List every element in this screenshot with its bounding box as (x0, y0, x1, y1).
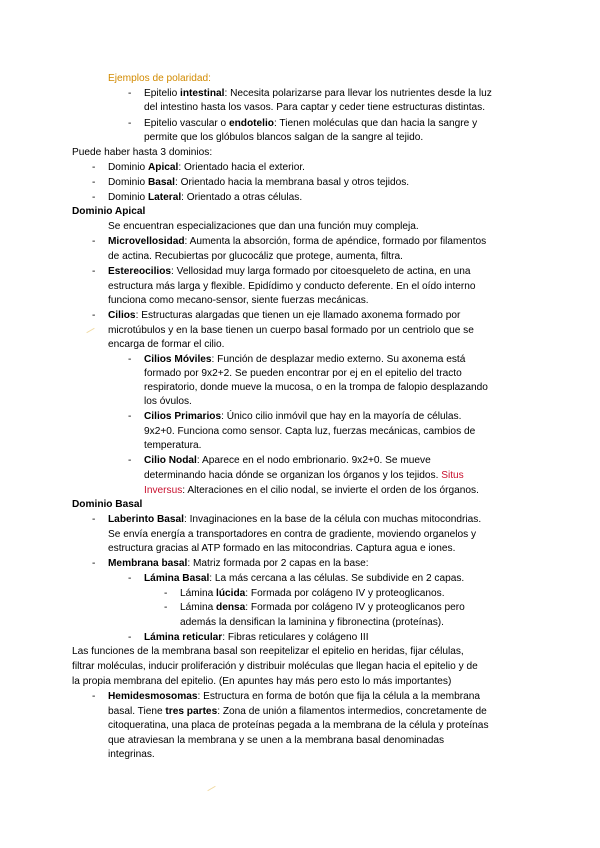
funciones-paragraph-3: la propia membrana del epitelio. (En apuntes hay más pero esto lo más importantes) (72, 676, 452, 687)
cilios-primarios-cont-2: temperatura. (144, 440, 202, 451)
dash-bullet: - (92, 266, 96, 277)
cilios-primarios-item: Cilios Primarios: Único cilio inmóvil que hay en la mayoría de células. (144, 411, 462, 422)
dash-bullet: - (128, 354, 132, 365)
stray-mark (86, 328, 94, 333)
hemidesmosomas-item: Hemidesmosomas: Estructura en forma de botón que fija la célula a la membrana (108, 691, 481, 702)
laberinto-basal-cont-2: estructura gracias al ATP formado en las mitocondrias. Captura agua e iones. (108, 543, 456, 554)
polarity-item-intestinal-cont: del intestino hasta los vasos. Para captar y ceder tiene estructuras distintas. (144, 102, 486, 113)
dash-bullet: - (92, 691, 96, 702)
dash-bullet: - (92, 192, 96, 203)
cilios-cont-2: encarga de formar el cilio. (108, 339, 225, 350)
basal-heading: Dominio Basal (72, 499, 143, 510)
estereocilios-cont-2: funciona como mecano-sensor, siente fuerzas mecánicas. (108, 295, 369, 306)
dash-bullet: - (92, 236, 96, 247)
cilios-primarios-cont-1: 9x2+0. Funciona como sensor. Capta luz, fuerzas mecánicas, cambios de (144, 426, 476, 437)
dash-bullet: - (128, 88, 132, 99)
hemidesmosomas-cont-1: basal. Tiene tres partes: Zona de unión a filamentos intermedios, concretamente de (108, 706, 487, 717)
polarity-item-vascular-cont: permite que los glóbulos blancos salgan de la sangre al tejido. (144, 132, 424, 143)
cilios-moviles-cont-2: respiratorio, donde mueve la mucosa, o en la trompa de falopio desplazando (144, 382, 488, 393)
funciones-paragraph-2: filtrar moléculas, inducir proliferación y distribuir moléculas que llegan hacia el epitelio y de (72, 661, 478, 672)
cilio-nodal-cont-2: Inversus: Alteraciones en el cilio nodal, se invierte el orden de los órganos. (144, 485, 479, 496)
dash-bullet: - (128, 455, 132, 466)
cilios-cont-1: microtúbulos y en la base tienen un cuerpo basal formado por un centriolo que se (108, 325, 474, 336)
microvellosidad-cont: de actina. Recubiertas por glucocáliz que protege, aumenta, filtra. (108, 251, 403, 262)
lamina-basal-item: Lámina Basal: La más cercana a las células. Se subdivide en 2 capas. (144, 573, 465, 584)
hemidesmosomas-cont-3: que atraviesan la membrana y se unen a la membrana basal denominadas (108, 735, 445, 746)
apical-heading: Dominio Apical (72, 206, 146, 217)
estereocilios-cont-1: estructura más larga y flexible. Epidídimo y conducto deferente. En el oído interno (108, 281, 476, 292)
domains-intro: Puede haber hasta 3 dominios: (72, 147, 213, 158)
hemidesmosomas-cont-2: citoqueratina, una placa de proteínas pegada a la membrana de la célula y proteínas (108, 720, 489, 731)
domain-apical-item: Dominio Apical: Orientado hacia el exterior. (108, 162, 305, 173)
dash-bullet: - (164, 588, 168, 599)
polarity-heading: Ejemplos de polaridad: (108, 73, 212, 84)
funciones-paragraph-1: Las funciones de la membrana basal son reepitelizar el epitelio en heridas, fijar células, (72, 646, 464, 657)
dash-bullet: - (128, 411, 132, 422)
membrana-basal-item: Membrana basal: Matriz formada por 2 capas en la base: (108, 558, 369, 569)
lamina-reticular-item: Lámina reticular: Fibras reticulares y colágeno III (144, 632, 369, 643)
dash-bullet: - (164, 602, 168, 613)
domain-basal-item: Dominio Basal: Orientado hacia la membrana basal y otros tejidos. (108, 177, 410, 188)
dash-bullet: - (92, 514, 96, 525)
estereocilios-item: Estereocilios: Vellosidad muy larga formado por citoesqueleto de actina, en una (108, 266, 471, 277)
lamina-densa-cont: además la densifican la laminina y fibronectina (proteínas). (180, 617, 444, 628)
lamina-lucida-item: Lámina lúcida: Formada por colágeno IV y proteoglicanos. (180, 588, 445, 599)
cilios-moviles-cont-3: los óvulos. (144, 396, 192, 407)
cilios-item: Cilios: Estructuras alargadas que tienen un eje llamado axonema formado por (108, 310, 461, 321)
laberinto-basal-item: Laberinto Basal: Invaginaciones en la base de la célula con muchas mitocondrias. (108, 514, 482, 525)
dash-bullet: - (128, 573, 132, 584)
dash-bullet: - (92, 558, 96, 569)
cilio-nodal-item: Cilio Nodal: Aparece en el nodo embrionario. 9x2+0. Se mueve (144, 455, 431, 466)
laberinto-basal-cont-1: Se envía energía a transportadores en contra de gradiente, moviendo organelos y (108, 529, 477, 540)
hemidesmosomas-cont-4: integrinas. (108, 749, 155, 760)
lamina-densa-item: Lámina densa: Formada por colágeno IV y proteoglicanos pero (180, 602, 465, 613)
dash-bullet: - (128, 632, 132, 643)
dash-bullet: - (92, 162, 96, 173)
stray-mark (207, 786, 215, 791)
polarity-item-vascular: Epitelio vascular o endotelio: Tienen moléculas que dan hacia la sangre y (144, 118, 478, 129)
domain-lateral-item: Dominio Lateral: Orientado a otras células. (108, 192, 303, 203)
dash-bullet: - (128, 118, 132, 129)
dash-bullet: - (92, 177, 96, 188)
cilios-moviles-item: Cilios Móviles: Función de desplazar medio externo. Su axonema está (144, 354, 466, 365)
cilios-moviles-cont-1: formado por 9x2+2. Se pueden encontrar por ej en el epitelio del tracto (144, 368, 462, 379)
microvellosidad-item: Microvellosidad: Aumenta la absorción, forma de apéndice, formado por filamentos (108, 236, 487, 247)
dash-bullet: - (92, 310, 96, 321)
polarity-item-intestinal: Epitelio intestinal: Necesita polarizarse para llevar los nutrientes desde la luz (144, 88, 492, 99)
cilio-nodal-cont-1: determinando hacia dónde se organizan los órganos y los tejidos. Situs (144, 470, 464, 481)
apical-intro: Se encuentran especializaciones que dan una función muy compleja. (108, 221, 419, 232)
